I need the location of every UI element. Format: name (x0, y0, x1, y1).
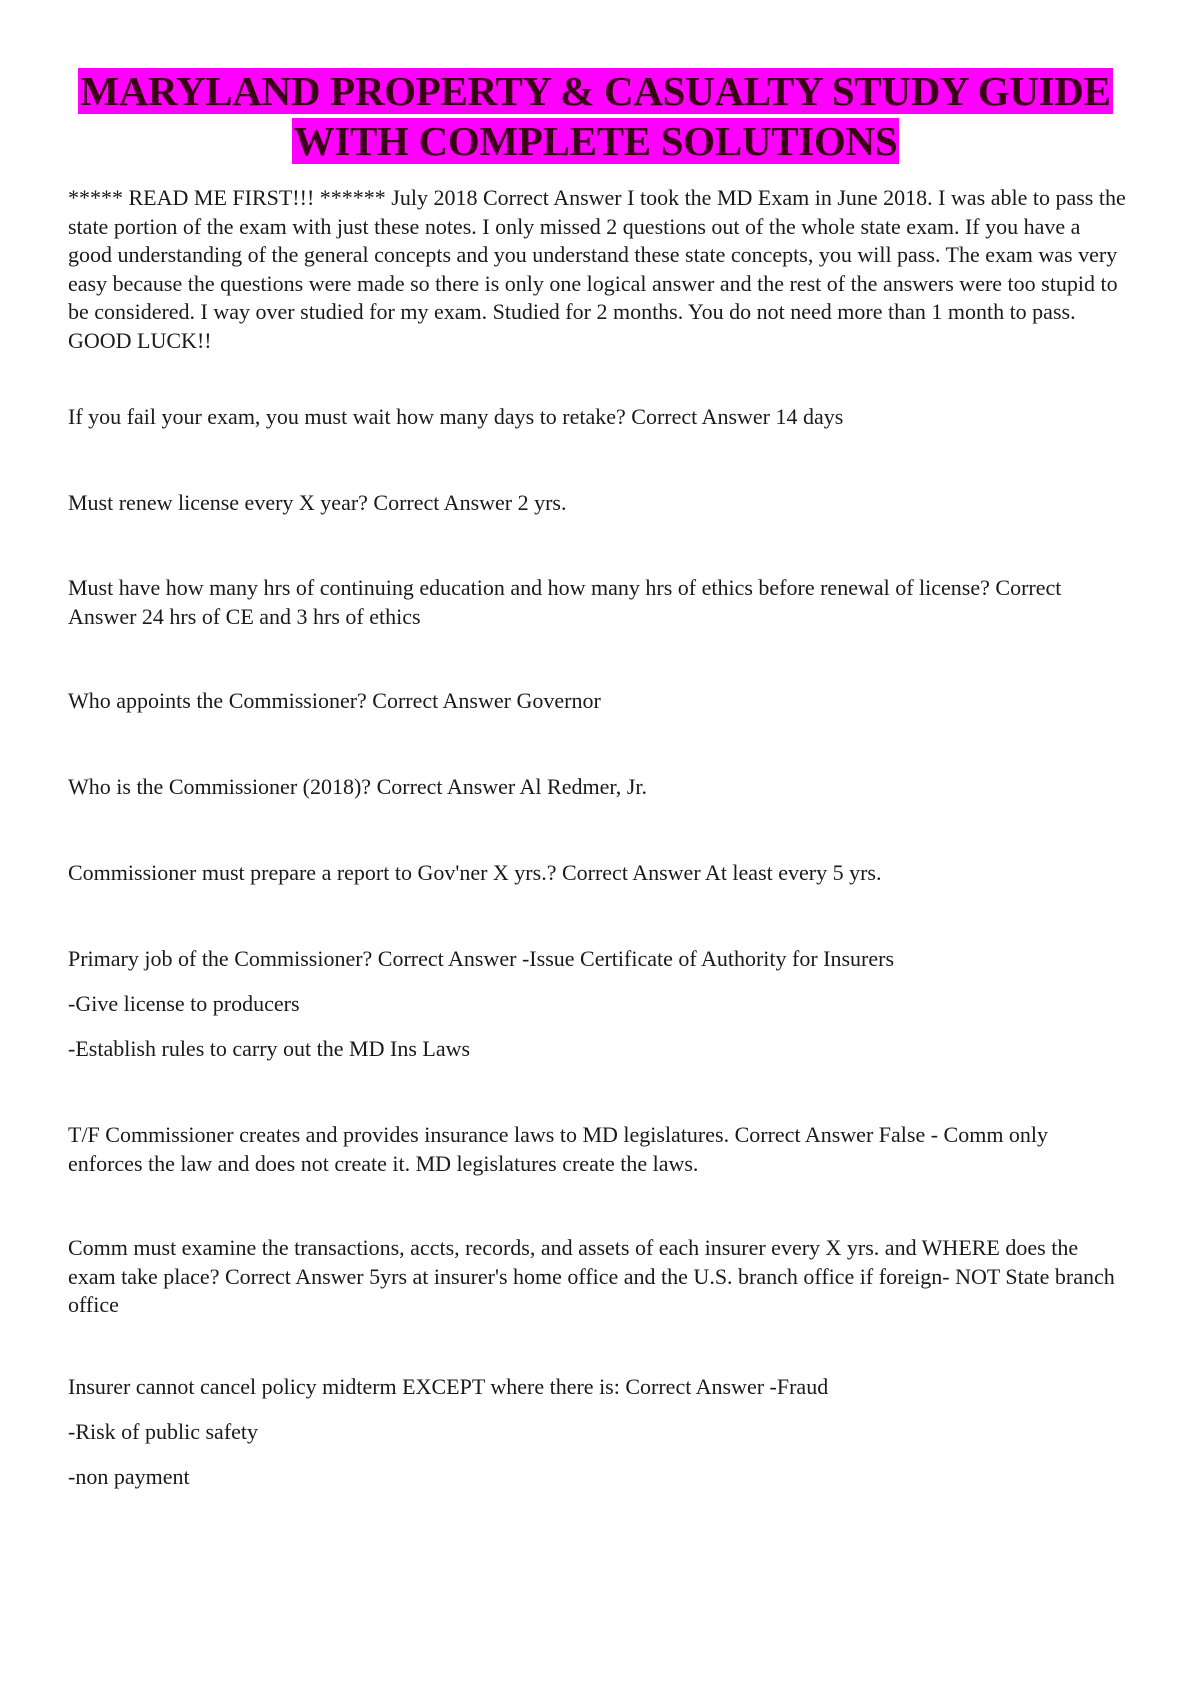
document-title (0, 66, 1191, 166)
qa-cancel-policy: Insurer cannot cancel policy midterm EXCEPT where there is: Correct Answer -Fraud (68, 1374, 829, 1399)
qa-commissioner-laws-tf: T/F Commissioner creates and provides insurance laws to MD legislatures. Correct Answer False - Comm only enforces the law and does not create it. MD legislatures create the laws. (68, 1122, 1049, 1176)
qa-commissioner-job-item: -Establish rules to carry out the MD Ins Laws (68, 1036, 471, 1061)
title-line-2: WITH COMPLETE SOLUTIONS (293, 118, 898, 164)
qa-commissioner-appointment: Who appoints the Commissioner? Correct Answer Governor (68, 688, 601, 713)
intro-paragraph: ***** READ ME FIRST!!! ****** July 2018 Correct Answer I took the MD Exam in June 2018. I was able to pass the state portion of the exam with just these notes. I only missed 2 questions out of the whole state exam. If you have a good understanding of the general concepts and you understand these state concepts, you will pass. The exam was very easy because the questions were made so there is only one logical answer and the rest of the answers were too stupid to be considered. I way over studied for my exam. Studied for 2 months. You do not need more than 1 month to pass. GOOD LUCK!! (68, 185, 1126, 353)
qa-cancel-reason-item: -Risk of public safety (68, 1419, 259, 1444)
qa-continuing-education: Must have how many hrs of continuing education and how many hrs of ethics before renewal of license? Correct Answer 24 hrs of CE and 3 hrs of ethics (68, 575, 1062, 629)
qa-commissioner-primary-job: Primary job of the Commissioner? Correct Answer -Issue Certificate of Authority for Insurers (68, 946, 895, 971)
qa-commissioner-job-item: -Give license to producers (68, 991, 300, 1016)
qa-commissioner-name: Who is the Commissioner (2018)? Correct Answer Al Redmer, Jr. (68, 774, 647, 799)
qa-commissioner-report: Commissioner must prepare a report to Gov'ner X yrs.? Correct Answer At least every 5 yrs. (68, 860, 882, 885)
title-line-1: MARYLAND PROPERTY & CASUALTY STUDY GUIDE (80, 68, 1111, 114)
qa-cancel-reason-item: -non payment (68, 1464, 190, 1489)
qa-license-renewal: Must renew license every X year? Correct Answer 2 yrs. (68, 490, 567, 515)
qa-retake-wait: If you fail your exam, you must wait how many days to retake? Correct Answer 14 days (68, 404, 844, 429)
qa-insurer-examination: Comm must examine the transactions, accts, records, and assets of each insurer every X yrs. and WHERE does the exam take place? Correct Answer 5yrs at insurer's home office and the U.S. branch office if foreign- NOT State branch office (68, 1235, 1115, 1318)
